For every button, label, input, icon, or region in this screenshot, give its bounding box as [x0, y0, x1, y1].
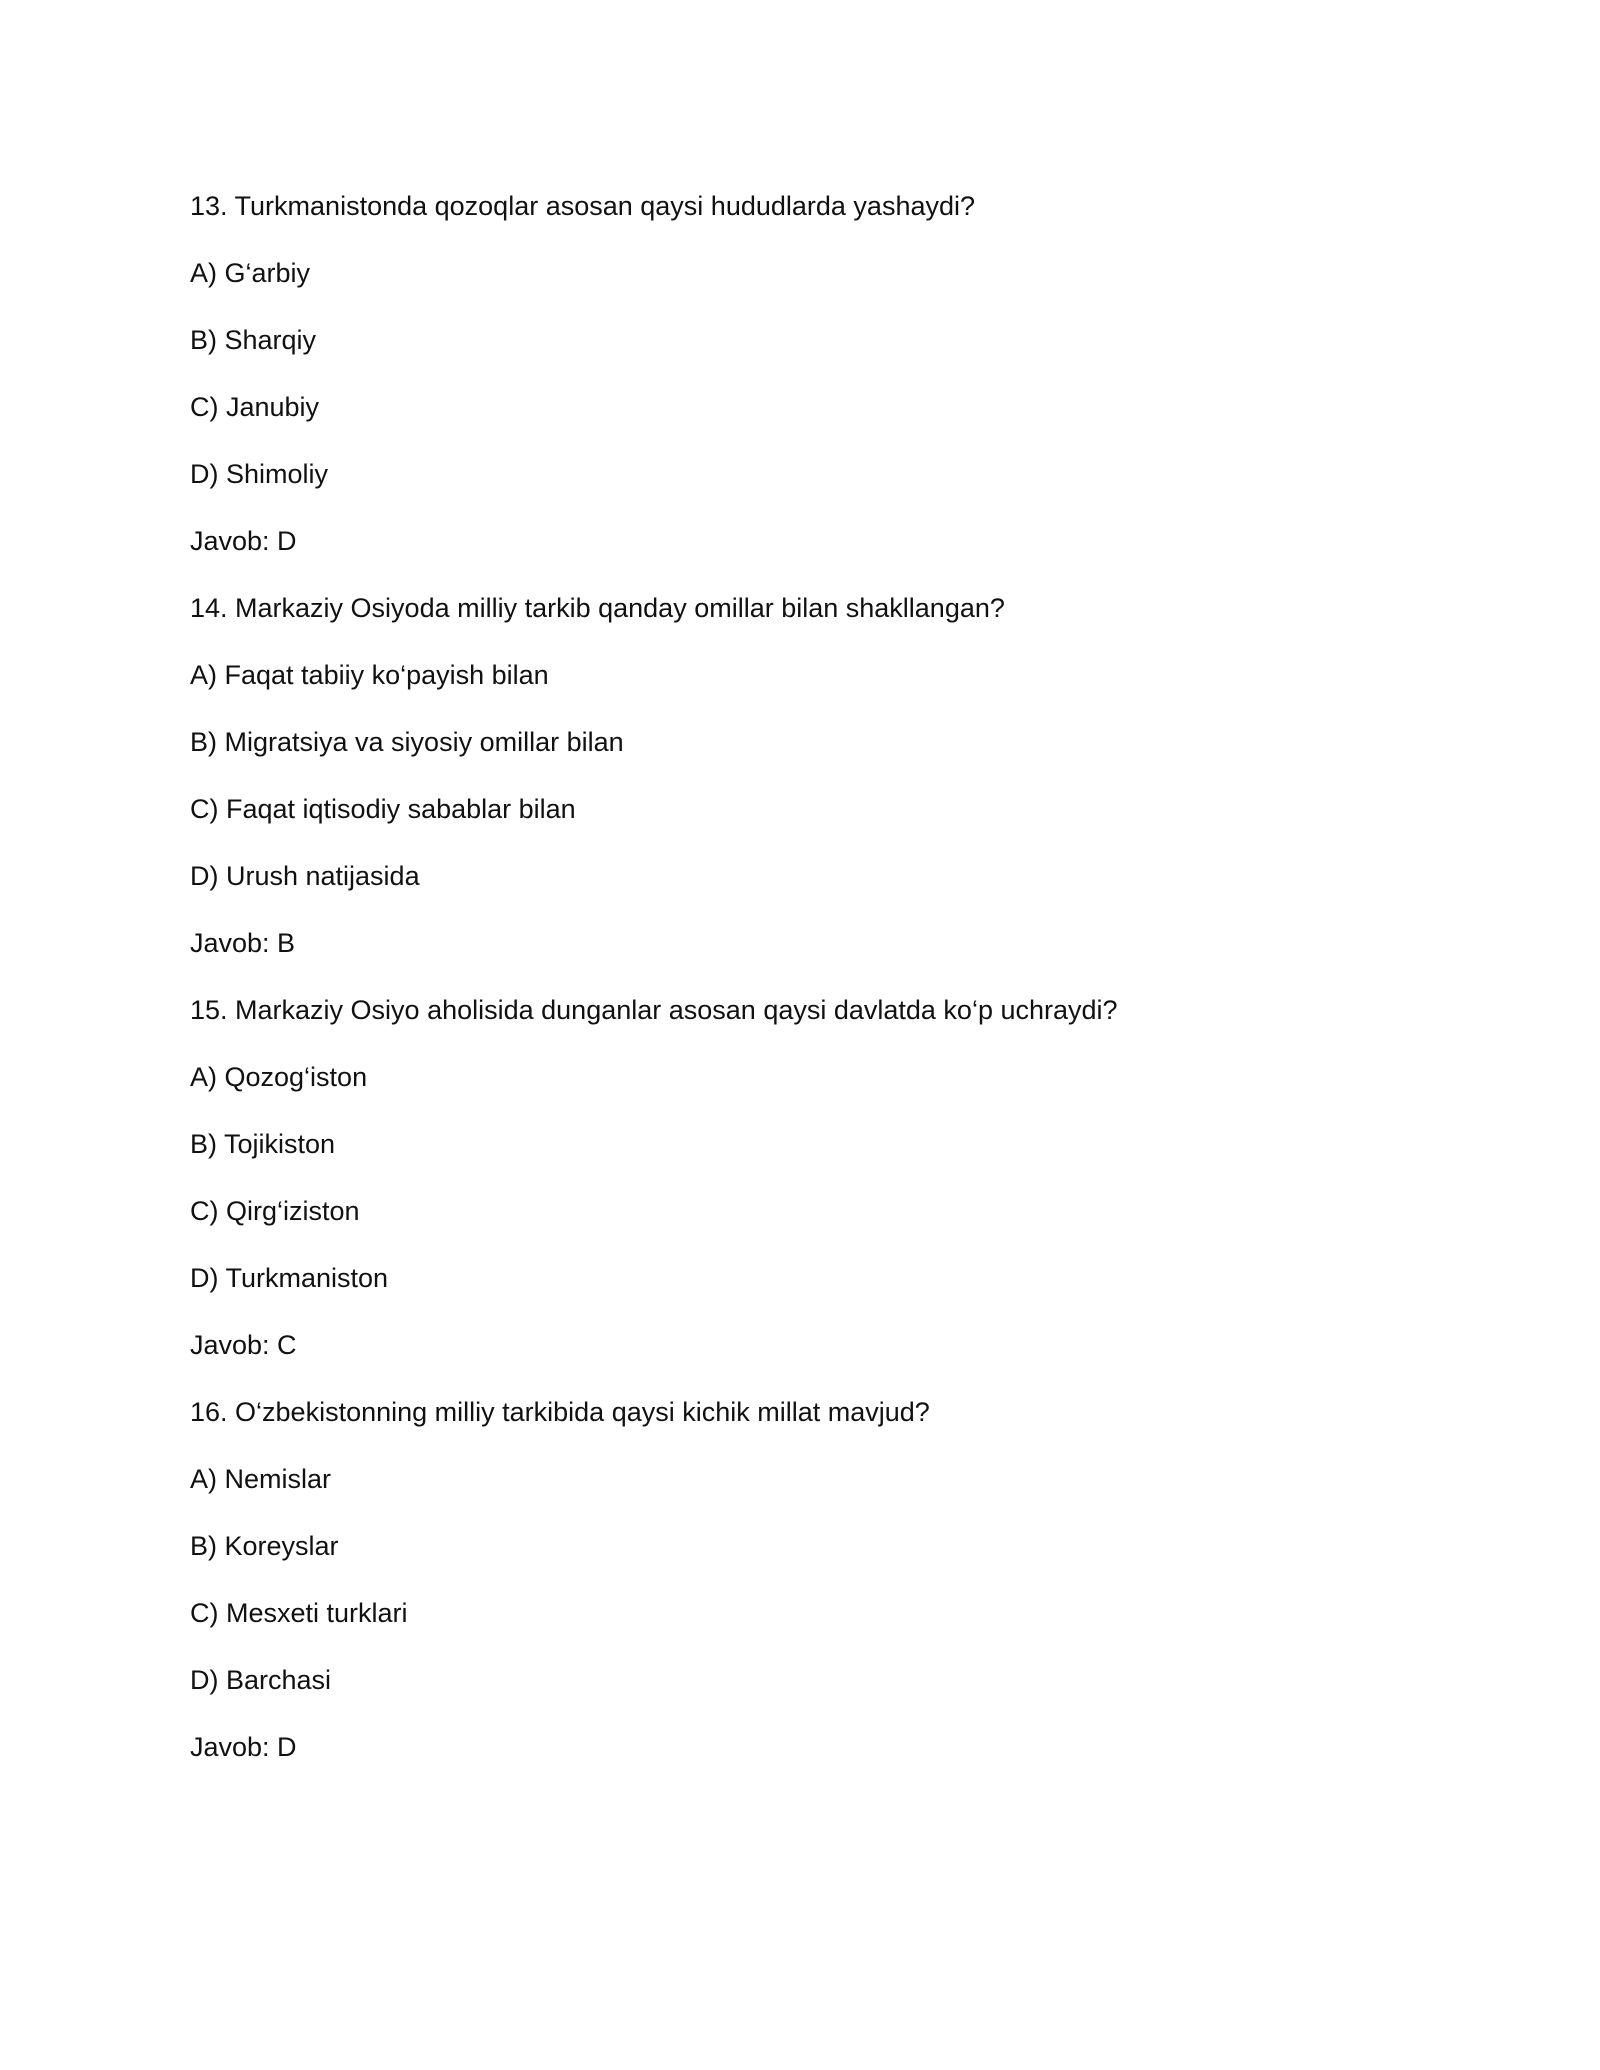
option-c: C) Mesxeti turklari	[190, 1598, 408, 1628]
option-a: A) G‘arbiy	[190, 258, 311, 288]
option-b: B) Migratsiya va siyosiy omillar bilan	[190, 727, 624, 757]
answer-text: Javob: D	[190, 526, 297, 556]
option-b: B) Sharqiy	[190, 325, 317, 355]
question-text: 15. Markaziy Osiyo aholisida dunganlar asosan qaysi davlatda ko‘p uchraydi?	[190, 995, 1118, 1025]
question-block	[190, 588, 1410, 990]
answer-text: Javob: B	[190, 928, 296, 958]
answer-text: Javob: D	[190, 1732, 297, 1762]
answer-text: Javob: C	[190, 1330, 297, 1360]
option-c: C) Janubiy	[190, 392, 320, 422]
option-c: C) Qirg‘iziston	[190, 1196, 360, 1226]
option-b: B) Koreyslar	[190, 1531, 339, 1561]
question-text: 14. Markaziy Osiyoda milliy tarkib qanday omillar bilan shakllangan?	[190, 593, 1005, 623]
option-a: A) Nemislar	[190, 1464, 332, 1494]
option-d: D) Shimoliy	[190, 459, 329, 489]
option-b: B) Tojikiston	[190, 1129, 336, 1159]
option-a: A) Faqat tabiiy ko‘payish bilan	[190, 660, 549, 690]
question-block	[190, 186, 1410, 588]
option-d: D) Turkmaniston	[190, 1263, 389, 1293]
question-text: 16. O‘zbekistonning milliy tarkibida qaysi kichik millat mavjud?	[190, 1397, 930, 1427]
question-block	[190, 990, 1410, 1392]
option-d: D) Barchasi	[190, 1665, 332, 1695]
option-d: D) Urush natijasida	[190, 861, 420, 891]
question-block	[190, 1392, 1410, 1794]
option-a: A) Qozog‘iston	[190, 1062, 368, 1092]
question-text: 13. Turkmanistonda qozoqlar asosan qaysi hududlarda yashaydi?	[190, 191, 976, 221]
option-c: C) Faqat iqtisodiy sabablar bilan	[190, 794, 576, 824]
document-content	[190, 186, 1410, 1794]
